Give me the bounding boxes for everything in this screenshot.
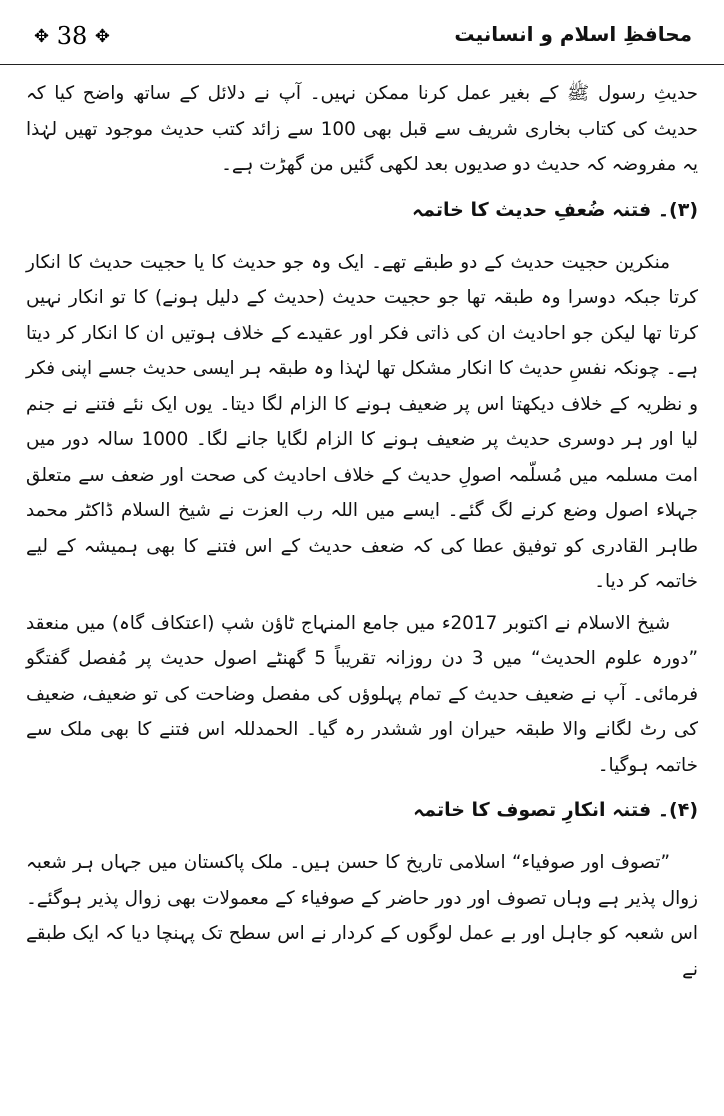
section-number-4: (۴)۔ [657,799,698,821]
ornament-right-icon: ✥ [94,26,111,47]
section3-paragraph-1: منکرین حجیت حدیث کے دو طبقے تھے۔ ایک وہ جو حدیث کا یا حجیت حدیث کا انکار کرتا جبکہ دوسرا وہ طبقہ تھا جو حجیت حدیث (حدیث کے دلیل ہونے) کا تو انکار نہیں کرتا تھا لیکن جو احادیث ان کی ذاتی فکر اور عقیدے کے خلاف ہوتیں ان کا انکار کر دیتا ہے۔ چونکہ نفسِ حدیث کا انکار مشکل تھا لہٰذا وہ طبقہ ہر ایسی حدیث جسے اپنی فکر و نظریہ کے خلاف دیکھتا اس پر ضعیف ہونے کا الزام لگا دیتا۔ یوں ایک نئے فتنے نے جنم لیا اور ہر دوسری حدیث پر ضعیف ہونے کا الزام لگایا جانے لگا۔ 1000 سالہ دور میں امت مسلمہ میں مُسلّمہ اصولِ حدیث کے خلاف احادیث کی صحت اور ضعف سے متعلق جہلاء اصول وضع کرنے لگ گئے۔ ایسے میں اللہ رب العزت نے شیخ السلام ڈاکٹر محمد طاہر القادری کو توفیق عطا کی کہ ضعف حدیث کے اس فتنے کا بھی ہمیشہ کے لیے خاتمہ کر دیا۔ [26,251,698,592]
page-number [34,22,110,50]
section-number-3: (۳)۔ [657,198,698,221]
section-title-4: فتنہ انکارِ تصوف کا خاتمہ [413,799,652,821]
section3-paragraph-2: شیخ الاسلام نے اکتوبر 2017ء میں جامع المنہاج ٹاؤن شپ (اعتکاف گاہ) میں منعقد ”دورہ علوم الحدیث“ میں 3 دن روزانہ تقریباً 5 گھنٹے اصول حدیث پر مُفصل گفتگو فرمائی۔ آپ نے ضعیف حدیث کے تمام پہلوؤں کی مفصل وضاحت کی تو ضعیف، ضعیف کی رٹ لگانے والا طبقہ حیران اور ششدر رہ گیا۔ الحمدللہ اس فتنے کا بھی ملک سے خاتمہ ہوگیا۔ [26,612,698,776]
page-header [26,0,698,58]
section-heading-3 [26,193,698,227]
page-body [26,76,698,993]
ornament-left-icon: ✥ [34,26,50,47]
page-number-text: 38 [56,22,88,50]
section-heading-4 [26,793,698,827]
section-title-3: فتنہ ضُعفِ حدیث کا خاتمہ [412,198,652,221]
section4-paragraph-1: ”تصوف اور صوفیاء“ اسلامی تاریخ کا حسن ہیں۔ ملک پاکستان میں جہاں ہر شعبہ زوال پذیر ہے وہاں تصوف اور دور حاضر کے صوفیاء کے معمولات بھی زوال پذیر ہوگئے۔ اس شعبہ کو جاہل اور بے عمل لوگوں کے کردار نے اس سطح تک پہنچا دیا کہ ایک طبقے نے [26,852,698,980]
running-title: محافظِ اسلام و انسانیت [454,22,692,46]
header-divider [0,64,724,65]
intro-paragraph: حدیثِ رسول ﷺ کے بغیر عمل کرنا ممکن نہیں۔ آپ نے دلائل کے ساتھ واضح کیا کہ حدیث کی کتاب بخاری شریف سے قبل بھی 100 سے زائد کتب حدیث موجود تھیں لہٰذا یہ مفروضہ کہ حدیث دو صدیوں بعد لکھی گئیں من گھڑت ہے۔ [26,83,698,175]
